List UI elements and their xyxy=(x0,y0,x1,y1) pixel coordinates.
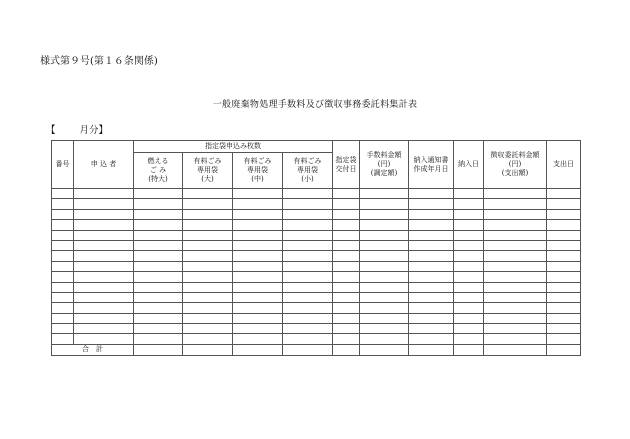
header-large-bag xyxy=(183,153,233,189)
table-cell xyxy=(333,251,360,261)
table-cell xyxy=(454,240,484,250)
table-row xyxy=(52,230,581,240)
table-cell xyxy=(333,220,360,230)
table-cell xyxy=(360,220,409,230)
table-row xyxy=(52,220,581,230)
header-payment-date: 納入日 xyxy=(454,141,484,189)
table-cell xyxy=(283,251,333,261)
table-cell xyxy=(233,251,283,261)
month-suffix: 月分】 xyxy=(79,125,109,136)
table-row xyxy=(52,282,581,292)
table-cell xyxy=(52,230,74,240)
table-cell xyxy=(409,324,454,334)
total-cell xyxy=(233,344,283,355)
table-cell xyxy=(484,292,547,302)
table-cell xyxy=(233,220,283,230)
table-cell xyxy=(183,189,233,199)
table-cell xyxy=(183,261,233,271)
header-commission-line: 徴収委託料金額 xyxy=(490,151,540,159)
table-cell xyxy=(134,240,183,250)
table-cell xyxy=(333,292,360,302)
table-cell xyxy=(547,240,581,250)
header-burnable-line: ご み xyxy=(149,166,167,174)
table-cell xyxy=(52,282,74,292)
table-cell xyxy=(283,334,333,344)
table-cell xyxy=(283,272,333,282)
total-cell xyxy=(409,344,454,355)
table-cell xyxy=(333,209,360,219)
table-cell xyxy=(484,272,547,282)
table-cell xyxy=(134,272,183,282)
table-cell xyxy=(360,303,409,313)
table-cell xyxy=(547,261,581,271)
table-cell xyxy=(283,199,333,209)
header-fee-line: (円) xyxy=(377,160,391,168)
table-cell xyxy=(484,240,547,250)
table-cell xyxy=(454,303,484,313)
table-cell xyxy=(74,189,134,199)
header-medium-bag-line: 有料ごみ xyxy=(243,157,272,165)
table-cell xyxy=(52,209,74,219)
table-cell xyxy=(333,272,360,282)
table-cell xyxy=(547,292,581,302)
table-cell xyxy=(547,272,581,282)
table-cell xyxy=(183,220,233,230)
header-burnable-line: (特大) xyxy=(148,175,168,183)
table-cell xyxy=(74,313,134,323)
table-cell xyxy=(74,220,134,230)
table-cell xyxy=(52,313,74,323)
table-cell xyxy=(409,334,454,344)
table-cell xyxy=(134,261,183,271)
table-cell xyxy=(454,272,484,282)
table-cell xyxy=(484,313,547,323)
table-cell xyxy=(454,292,484,302)
table-cell xyxy=(283,292,333,302)
total-cell xyxy=(134,344,183,355)
header-small-bag xyxy=(283,153,333,189)
table-cell xyxy=(484,199,547,209)
table-cell xyxy=(74,230,134,240)
table-cell xyxy=(183,251,233,261)
table-cell xyxy=(360,272,409,282)
table-cell xyxy=(134,230,183,240)
table-cell xyxy=(283,209,333,219)
table-row xyxy=(52,261,581,271)
table-cell xyxy=(283,303,333,313)
table-cell xyxy=(409,199,454,209)
table-cell xyxy=(134,282,183,292)
table-cell xyxy=(134,303,183,313)
header-applicant: 申 込 者 xyxy=(74,141,134,189)
table-cell xyxy=(233,334,283,344)
header-small-bag-line: 専用袋 xyxy=(297,166,318,174)
table-cell xyxy=(484,251,547,261)
table-cell xyxy=(134,292,183,302)
table-cell xyxy=(183,230,233,240)
table-cell xyxy=(52,189,74,199)
table-cell xyxy=(134,189,183,199)
table-cell xyxy=(484,303,547,313)
table-cell xyxy=(74,261,134,271)
table-row xyxy=(52,334,581,344)
table-row xyxy=(52,189,581,199)
table-cell xyxy=(134,251,183,261)
header-commission-line: (円) xyxy=(508,160,522,168)
table-cell xyxy=(409,251,454,261)
table-cell xyxy=(454,230,484,240)
table-cell xyxy=(360,240,409,250)
table-cell xyxy=(547,251,581,261)
table-row xyxy=(52,199,581,209)
header-large-bag-line: 有料ごみ xyxy=(193,157,222,165)
table-cell xyxy=(333,261,360,271)
table-cell xyxy=(283,324,333,334)
table-cell xyxy=(283,313,333,323)
table-cell xyxy=(454,282,484,292)
table-cell xyxy=(409,282,454,292)
table-cell xyxy=(52,240,74,250)
table-cell xyxy=(183,209,233,219)
table-cell xyxy=(409,313,454,323)
form-title: 一般廃棄物処理手数料及び徴収事務委託料集計表 xyxy=(212,100,418,110)
table-cell xyxy=(484,209,547,219)
table-cell xyxy=(360,230,409,240)
table-cell xyxy=(333,324,360,334)
table-cell xyxy=(547,199,581,209)
total-cell xyxy=(183,344,233,355)
table-cell xyxy=(52,303,74,313)
header-large-bag-line: (大) xyxy=(201,175,214,183)
table-row xyxy=(52,209,581,219)
header-notice-date xyxy=(409,141,454,189)
total-cell xyxy=(484,344,547,355)
table-cell xyxy=(360,292,409,302)
table-cell xyxy=(134,324,183,334)
table-cell xyxy=(484,230,547,240)
table-cell xyxy=(360,251,409,261)
table-cell xyxy=(454,220,484,230)
table-cell xyxy=(74,272,134,282)
table-cell xyxy=(283,230,333,240)
table-cell xyxy=(233,324,283,334)
table-cell xyxy=(409,230,454,240)
table-cell xyxy=(283,189,333,199)
table-cell xyxy=(74,334,134,344)
table-cell xyxy=(454,251,484,261)
table-cell xyxy=(409,272,454,282)
table-cell xyxy=(134,209,183,219)
table-cell xyxy=(360,313,409,323)
table-cell xyxy=(484,282,547,292)
table-cell xyxy=(454,199,484,209)
table-cell xyxy=(454,334,484,344)
table-cell xyxy=(134,313,183,323)
table-cell xyxy=(74,303,134,313)
header-large-bag-line: 専用袋 xyxy=(197,166,218,174)
table-cell xyxy=(333,189,360,199)
table-row xyxy=(52,303,581,313)
table-cell xyxy=(283,261,333,271)
table-cell xyxy=(233,189,283,199)
total-label: 合 計 xyxy=(52,344,134,355)
table-cell xyxy=(333,199,360,209)
table-cell xyxy=(484,324,547,334)
table-cell xyxy=(233,282,283,292)
header-notice-date-line: 納入通知書 xyxy=(413,155,449,164)
table-cell xyxy=(547,324,581,334)
table-cell xyxy=(233,272,283,282)
table-cell xyxy=(52,199,74,209)
table-cell xyxy=(52,324,74,334)
table-cell xyxy=(233,199,283,209)
table-cell xyxy=(183,292,233,302)
table-cell xyxy=(409,303,454,313)
table-cell xyxy=(333,303,360,313)
table-cell xyxy=(547,303,581,313)
header-bag-group: 指定袋申込み枚数 xyxy=(134,141,333,153)
header-medium-bag xyxy=(233,153,283,189)
table-cell xyxy=(183,334,233,344)
table-cell xyxy=(333,282,360,292)
total-row xyxy=(52,344,581,355)
header-notice-date-line: 作成年月日 xyxy=(413,164,449,173)
form-number: 様式第９号(第１６条関係) xyxy=(40,56,158,67)
header-delivery-date-line: 指定袋 xyxy=(335,155,357,164)
header-burnable xyxy=(134,153,183,189)
header-fee-line: 手数料金額 xyxy=(366,151,402,159)
table-cell xyxy=(233,292,283,302)
table-cell xyxy=(233,230,283,240)
header-medium-bag-line: 専用袋 xyxy=(247,166,268,174)
table-cell xyxy=(233,209,283,219)
table-cell xyxy=(547,230,581,240)
table-cell xyxy=(52,220,74,230)
table-cell xyxy=(183,324,233,334)
summary-table xyxy=(51,140,581,356)
table-cell xyxy=(360,261,409,271)
month-open-bracket: 【 xyxy=(46,125,56,136)
table-cell xyxy=(283,240,333,250)
table-cell xyxy=(484,220,547,230)
table-cell xyxy=(454,313,484,323)
table-cell xyxy=(333,313,360,323)
table-cell xyxy=(360,189,409,199)
header-commission xyxy=(484,141,547,189)
table-row xyxy=(52,251,581,261)
table-cell xyxy=(74,199,134,209)
table-cell xyxy=(409,220,454,230)
table-cell xyxy=(74,240,134,250)
table-cell xyxy=(360,282,409,292)
header-delivery-date-line: 交付日 xyxy=(335,164,357,173)
table-cell xyxy=(52,261,74,271)
table-cell xyxy=(74,292,134,302)
table-cell xyxy=(233,313,283,323)
table-cell xyxy=(183,303,233,313)
table-cell xyxy=(484,261,547,271)
header-small-bag-line: (小) xyxy=(301,175,314,183)
table-cell xyxy=(409,261,454,271)
table-cell xyxy=(360,209,409,219)
table-cell xyxy=(454,261,484,271)
table-cell xyxy=(333,230,360,240)
table-cell xyxy=(233,303,283,313)
table-cell xyxy=(333,240,360,250)
table-cell xyxy=(283,282,333,292)
table-cell xyxy=(547,220,581,230)
table-cell xyxy=(547,189,581,199)
table-row xyxy=(52,292,581,302)
header-number: 番号 xyxy=(52,141,74,189)
table-cell xyxy=(360,334,409,344)
table-cell xyxy=(134,220,183,230)
table-cell xyxy=(333,334,360,344)
header-expense-date: 支出日 xyxy=(547,141,581,189)
table-cell xyxy=(360,199,409,209)
table-cell xyxy=(283,220,333,230)
table-row xyxy=(52,324,581,334)
header-fee xyxy=(360,141,409,189)
total-cell xyxy=(454,344,484,355)
table-cell xyxy=(74,251,134,261)
total-cell xyxy=(360,344,409,355)
table-cell xyxy=(52,292,74,302)
table-cell xyxy=(52,272,74,282)
header-medium-bag-line: (中) xyxy=(251,175,264,183)
table-cell xyxy=(52,251,74,261)
header-burnable-line: 燃える xyxy=(147,157,169,165)
table-cell xyxy=(454,189,484,199)
table-cell xyxy=(547,313,581,323)
table-cell xyxy=(409,189,454,199)
table-row xyxy=(52,313,581,323)
table-cell xyxy=(454,324,484,334)
header-small-bag-line: 有料ごみ xyxy=(293,157,322,165)
table-cell xyxy=(233,261,283,271)
total-cell xyxy=(283,344,333,355)
table-cell xyxy=(233,240,283,250)
table-cell xyxy=(183,199,233,209)
table-cell xyxy=(409,240,454,250)
table-row xyxy=(52,240,581,250)
table-row xyxy=(52,272,581,282)
table-cell xyxy=(547,209,581,219)
total-cell xyxy=(547,344,581,355)
table-cell xyxy=(134,334,183,344)
header-fee-line: (調定額) xyxy=(370,169,398,177)
header-delivery-date xyxy=(333,141,360,189)
table-cell xyxy=(409,292,454,302)
table-cell xyxy=(484,334,547,344)
table-cell xyxy=(134,199,183,209)
table-cell xyxy=(360,324,409,334)
table-cell xyxy=(454,209,484,219)
header-commission-line: (支出額) xyxy=(501,169,529,177)
month-label xyxy=(46,122,108,136)
table-cell xyxy=(183,313,233,323)
table-cell xyxy=(183,240,233,250)
table-cell xyxy=(484,189,547,199)
table-cell xyxy=(547,334,581,344)
total-cell xyxy=(333,344,360,355)
table-cell xyxy=(74,282,134,292)
table-cell xyxy=(547,282,581,292)
table-cell xyxy=(52,334,74,344)
table-cell xyxy=(74,324,134,334)
table-cell xyxy=(409,209,454,219)
table-cell xyxy=(183,272,233,282)
table-cell xyxy=(74,209,134,219)
table-cell xyxy=(183,282,233,292)
